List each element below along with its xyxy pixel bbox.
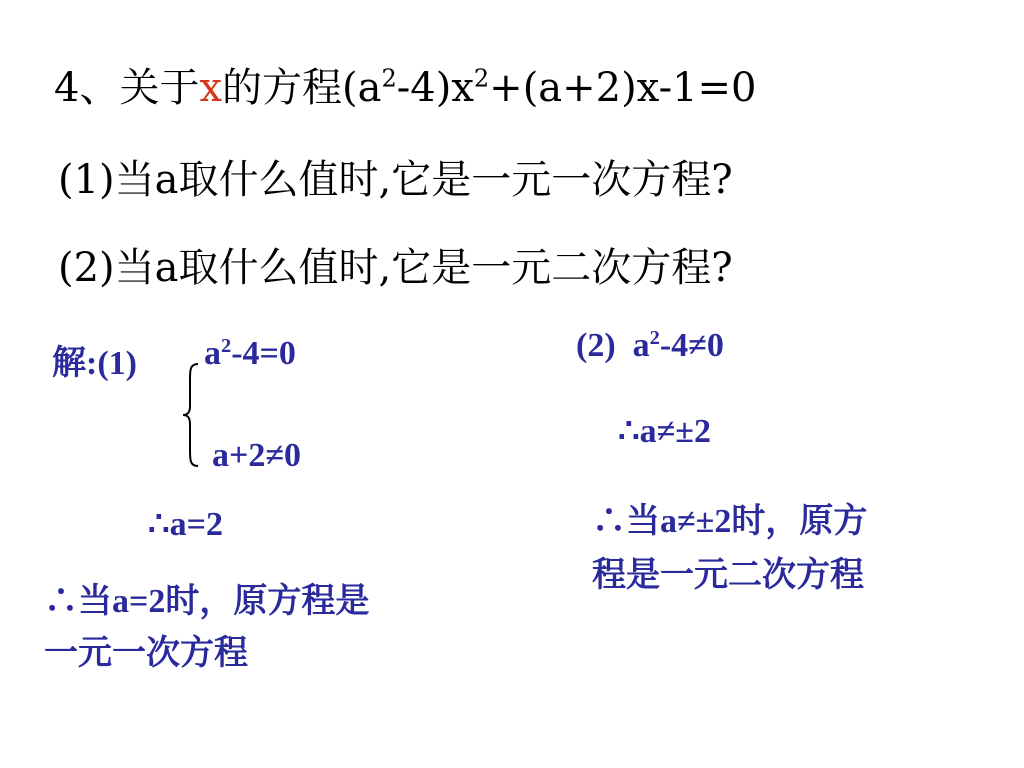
left-brace-icon (180, 362, 202, 468)
solution-2-result: ∴a≠±2 (618, 413, 711, 450)
solution-1-conclusion-line-1: ∴当a=2时，原方程是 (44, 583, 370, 620)
problem-mid: 的方程(a (222, 65, 382, 111)
solution-2-label: (2) (576, 327, 616, 364)
solution-2-conclusion-line-2: 程是一元二次方程 (592, 557, 864, 594)
solution-2-equation (576, 326, 724, 366)
problem-prefix: 4、关于 (54, 65, 200, 111)
eq-base: a (204, 335, 221, 372)
eq-tail: -4=0 (231, 335, 296, 372)
solution-1-equation-1 (204, 334, 296, 374)
solution-1-result: ∴a=2 (148, 506, 224, 543)
solution-1-conclusion-line-2: 一元一次方程 (44, 635, 248, 672)
eq-base: a (632, 327, 650, 364)
solution-1-label: 解:(1) (52, 345, 137, 382)
solution-2-conclusion-line-1: ∴当a≠±2时，原方 (592, 503, 868, 540)
exponent: 2 (473, 64, 490, 93)
problem-tail: +(a+2)x-1=0 (489, 65, 757, 111)
exponent: 2 (381, 64, 397, 93)
question-2: (2)当a取什么值时,它是一元二次方程? (58, 245, 733, 291)
eq-tail: -4≠0 (659, 327, 724, 364)
exponent: 2 (649, 326, 660, 349)
variable-x: x (199, 65, 223, 111)
problem-statement (54, 64, 757, 112)
exponent: 2 (221, 334, 232, 357)
problem-mid2: -4)x (396, 65, 474, 111)
question-1: (1)当a取什么值时,它是一元一次方程? (58, 157, 733, 203)
solution-1-equation-2: a+2≠0 (212, 437, 302, 474)
